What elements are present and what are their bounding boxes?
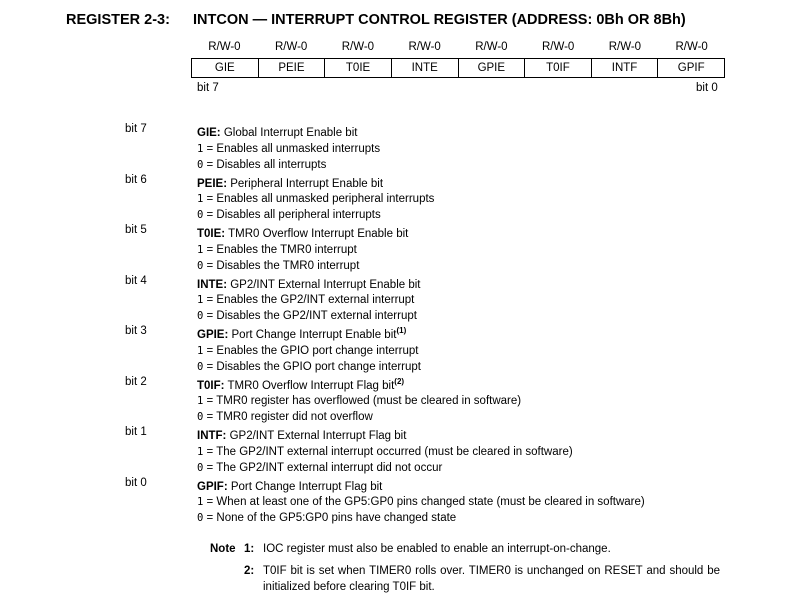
bit-cell-t0ie: T0IE: [325, 59, 392, 77]
bit-number-label: bit 1: [125, 426, 147, 438]
bit-clear-meaning: [197, 359, 757, 375]
value-one-text: = Enables the GPIO port change interrupt: [203, 344, 419, 357]
bit-title: Global Interrupt Enable bit: [220, 126, 358, 139]
bit-name: INTF:: [197, 429, 227, 442]
bit-heading: [197, 424, 757, 444]
bit-set-meaning: [197, 393, 757, 409]
bit-name: INTE:: [197, 278, 228, 291]
access-type-bit2: R/W-0: [541, 41, 575, 53]
bit-clear-meaning: [197, 460, 757, 476]
value-one: 1: [197, 496, 204, 509]
note-item: [0, 563, 800, 599]
access-type-bit6: R/W-0: [274, 41, 308, 53]
bit-clear-meaning: [197, 157, 757, 173]
bit-descriptions: [0, 121, 800, 525]
value-one: 1: [197, 344, 204, 357]
value-one-text: = Enables the GP2/INT external interrupt: [203, 294, 415, 307]
bit-set-meaning: [197, 242, 757, 258]
value-zero-text: = Disables the GP2/INT external interrupt: [203, 310, 417, 323]
access-type-bit0: R/W-0: [675, 41, 708, 53]
bit-name: GPIF:: [197, 480, 228, 493]
bit-description: [0, 273, 800, 324]
value-zero: 0: [197, 259, 204, 272]
value-one-text: = Enables all unmasked peripheral interrupts: [203, 193, 435, 206]
value-one: 1: [197, 193, 204, 206]
access-type-bit1: R/W-0: [608, 41, 642, 53]
value-zero-text: = TMR0 register did not overflow: [203, 411, 373, 424]
access-type-bit7: R/W-0: [208, 41, 241, 53]
bit-description: [0, 374, 800, 425]
value-zero-text: = None of the GP5:GP0 pins have changed state: [203, 512, 457, 525]
bit-clear-meaning: [197, 308, 757, 324]
value-zero: 0: [197, 461, 204, 474]
note-item: [0, 541, 800, 563]
access-type-bit5: R/W-0: [341, 41, 375, 53]
bit-set-meaning: [197, 191, 757, 207]
bit-heading: [197, 121, 757, 141]
bit-set-meaning: [197, 444, 757, 460]
value-zero-text: = Disables the TMR0 interrupt: [203, 259, 360, 272]
bit-description: [0, 424, 800, 475]
bit-cell-inte: INTE: [392, 59, 459, 77]
note-reference: (1): [396, 326, 407, 335]
bit-description: [0, 222, 800, 273]
bit-description-body: [197, 323, 757, 375]
bit-heading: [197, 475, 757, 495]
bit-number-label: bit 4: [125, 274, 147, 287]
bit-number-label: bit 6: [125, 173, 147, 186]
bit-set-meaning: [197, 292, 757, 308]
value-one-text: = The GP2/INT external interrupt occurred (must be cleared in software): [203, 445, 573, 458]
access-type-row: [191, 41, 725, 53]
bit-title: GP2/INT External Interrupt Enable bit: [227, 278, 421, 291]
bit-description-body: [197, 475, 757, 527]
value-one: 1: [197, 395, 204, 408]
bit-cell-t0if: T0IF: [525, 59, 592, 77]
bit-number-label: bit 5: [125, 224, 147, 236]
value-zero-text: = Disables all interrupts: [203, 158, 327, 171]
bit-clear-meaning: [197, 258, 757, 274]
bit-description-body: [197, 273, 757, 325]
value-zero: 0: [197, 158, 204, 171]
bit-description-body: [197, 424, 757, 476]
value-one-text: = TMR0 register has overflowed (must be cleared in software): [203, 395, 522, 408]
bit-clear-meaning: [197, 409, 757, 425]
note-label: Note: [210, 543, 236, 555]
bit-title: TMR0 Overflow Interrupt Flag bit: [224, 379, 395, 392]
bit-name: T0IE:: [197, 227, 226, 240]
note-number: 1:: [244, 543, 255, 555]
note-reference: (2): [394, 376, 405, 386]
bit-description: [0, 323, 800, 374]
bit-name: PEIE:: [197, 177, 228, 190]
value-one-text: = Enables the TMR0 interrupt: [203, 243, 357, 256]
register-number: REGISTER 2-3:: [66, 12, 170, 28]
value-zero: 0: [197, 411, 204, 424]
bit-description-body: [197, 172, 757, 224]
value-one: 1: [197, 294, 204, 307]
msb-label: bit 7: [197, 82, 219, 94]
bit-description-body: [197, 374, 757, 426]
value-zero: 0: [197, 360, 204, 373]
bit-number-label: bit 2: [125, 375, 147, 388]
bit-heading: [197, 273, 757, 293]
note-text: IOC register must also be enabled to enable an interrupt-on-change.: [263, 543, 611, 555]
access-type-bit4: R/W-0: [408, 41, 441, 53]
value-one-text: = Enables all unmasked interrupts: [203, 142, 381, 155]
bit-cell-gpie: GPIE: [459, 59, 526, 77]
bit-heading: [197, 172, 757, 192]
bit-description: [0, 121, 800, 172]
bit-cell-gpif: GPIF: [677, 62, 705, 74]
bit-title: TMR0 Overflow Interrupt Enable bit: [225, 227, 409, 240]
bit-heading: [197, 323, 757, 343]
register-name: INTCON — INTERRUPT CONTROL REGISTER (ADDRESS: 0Bh OR 8Bh): [193, 12, 686, 28]
bit-title: Peripheral Interrupt Enable bit: [227, 177, 384, 190]
bit-title: GP2/INT External Interrupt Flag bit: [226, 429, 407, 442]
value-one: 1: [197, 445, 204, 458]
value-one: 1: [197, 142, 204, 155]
bit-set-meaning: [197, 494, 757, 510]
register-bit-table: [191, 58, 725, 78]
bit-name: T0IF:: [197, 379, 225, 392]
bit-title: Port Change Interrupt Flag bit: [227, 480, 383, 493]
value-zero: 0: [197, 512, 204, 525]
value-zero-text: = The GP2/INT external interrupt did not occur: [203, 461, 443, 474]
bit-number-label: bit 3: [125, 325, 147, 337]
bit-set-meaning: [197, 141, 757, 157]
note-text: T0IF bit is set when TIMER0 rolls over. TIMER0 is unchanged on RESET and should be initialized before clearing T0IF bit.: [263, 565, 720, 593]
value-zero: 0: [197, 209, 204, 222]
lsb-label: bit 0: [696, 82, 718, 94]
notes-section: [0, 541, 800, 599]
bit-cell-peie: PEIE: [259, 59, 326, 77]
bit-clear-meaning: [197, 510, 757, 526]
value-zero-text: = Disables all peripheral interrupts: [203, 209, 381, 222]
bit-description: [0, 172, 800, 223]
value-one-text: = When at least one of the GP5:GP0 pins changed state (must be cleared in software): [203, 496, 645, 509]
bit-clear-meaning: [197, 207, 757, 223]
access-type-bit3: R/W-0: [475, 41, 508, 53]
bit-description-body: [197, 121, 757, 173]
bit-heading: [197, 374, 757, 394]
bit-number-label: bit 7: [125, 123, 147, 135]
bit-name: GPIE:: [197, 328, 229, 341]
bit-heading: [197, 222, 757, 242]
value-one: 1: [197, 243, 204, 256]
bit-description-body: [197, 222, 757, 274]
value-zero-text: = Disables the GPIO port change interrupt: [203, 360, 421, 373]
bit-cell-intf: INTF: [592, 59, 659, 77]
note-number: 2:: [244, 565, 255, 577]
bit-set-meaning: [197, 343, 757, 359]
bit-cell-gie: GIE: [192, 59, 259, 77]
bit-number-label: bit 0: [125, 476, 147, 489]
bit-description: [0, 475, 800, 526]
bit-name: GIE:: [197, 126, 221, 139]
bit-title: Port Change Interrupt Enable bit: [228, 328, 397, 341]
value-zero: 0: [197, 310, 204, 323]
